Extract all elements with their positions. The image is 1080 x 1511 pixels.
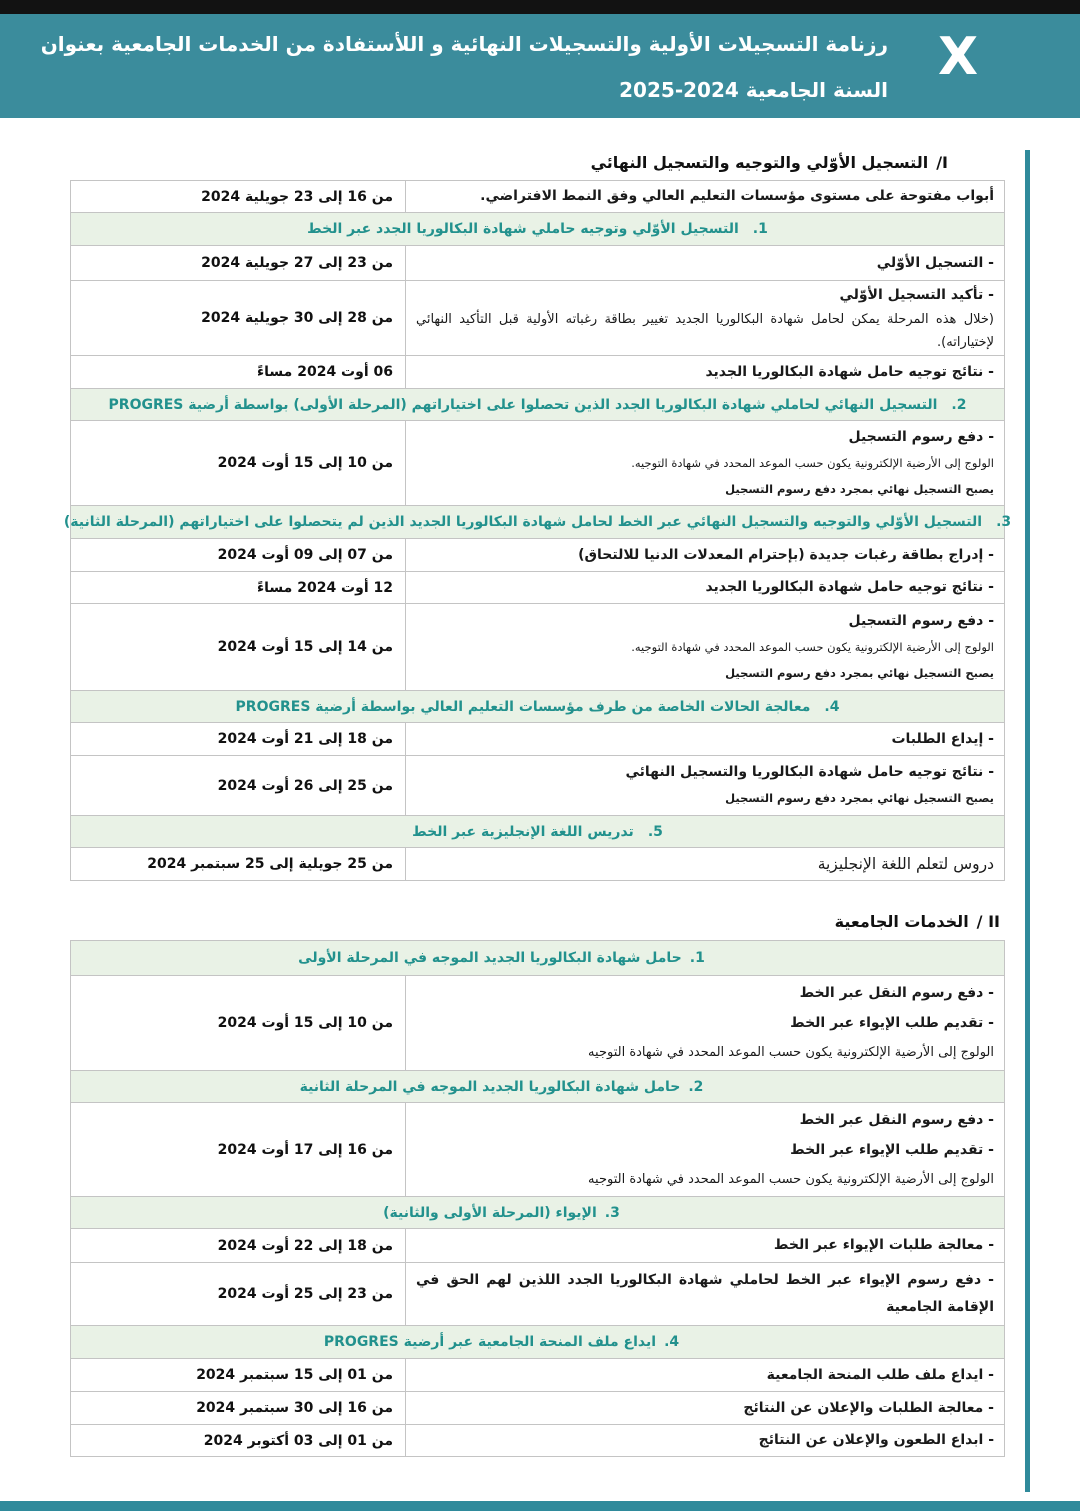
activity-cell	[405, 1425, 1004, 1456]
activity-text: - نتائج توجيه حامل شهادة البكالوريا الجديد	[705, 579, 994, 595]
date-cell: من 10 إلى 15 أوت 2024	[217, 1015, 393, 1031]
table-row	[71, 1263, 1004, 1326]
date-cell: من 23 إلى 27 جويلية 2024	[201, 255, 393, 271]
close-x-icon: X	[937, 27, 979, 87]
activity-text: - دفع رسوم الإيواء عبر الخط لحاملي شهادة البكالوريا الجدد اللذين لهم الحق في الإقامة الجامعية	[416, 1272, 994, 1315]
date-cell: من 16 إلى 23 جويلية 2024	[201, 188, 393, 205]
activity-text: - دفع رسوم التسجيل	[848, 612, 994, 629]
section-title: الخدمات الجامعية	[834, 912, 969, 931]
activity-text: أبواب مفتوحة على مستوى مؤسسات التعليم العالي وفق النمط الافتراضي.	[480, 188, 994, 204]
activity-text: - ايداع ملف طلب المنحة الجامعية	[766, 1366, 994, 1383]
group-number: 3.	[996, 514, 1012, 530]
activity-text: - إيداع الطلبات	[891, 730, 994, 747]
table-row	[71, 756, 1004, 816]
table-row	[71, 181, 1004, 213]
group-number: 4.	[824, 698, 840, 715]
date-cell: من 18 إلى 21 أوت 2024	[217, 731, 393, 747]
group-title: الإيواء (المرحلة الأولى والثانية)	[383, 1204, 597, 1221]
date-cell: من 25 جويلية إلى 25 سبتمبر 2024	[147, 856, 393, 872]
activity-cell	[405, 421, 1004, 505]
date-cell: من 14 إلى 15 أوت 2024	[217, 639, 393, 655]
activity-note: الولوج إلى الأرضية الإلكترونية يكون حسب الموعد المحدد في شهادة التوجيه	[588, 1045, 994, 1060]
group-number: 5.	[647, 823, 663, 840]
group-header-row	[63, 506, 1012, 539]
activity-cell	[405, 539, 1004, 571]
date-cell: من 25 إلى 26 أوت 2024	[217, 777, 393, 794]
date-cell: من 07 إلى 09 أوت 2024	[217, 547, 393, 563]
viewer-header	[0, 14, 1080, 118]
activity-cell	[405, 1392, 1004, 1424]
date-cell: من 16 إلى 30 سبتمبر 2024	[196, 1400, 393, 1416]
table-row	[71, 1229, 1004, 1263]
activity-text: دروس لتعلم اللغة الإنجليزية	[817, 855, 994, 873]
close-button[interactable]	[930, 26, 986, 88]
activity-cell	[405, 1229, 1004, 1262]
page-bottom-rule	[0, 1501, 1080, 1511]
date-cell: 12 أوت 2024 مساءً	[257, 579, 393, 596]
date-cell: من 01 إلى 03 أكتوبر 2024	[203, 1432, 393, 1449]
date-cell: من 01 إلى 15 سبتمبر 2024	[196, 1367, 393, 1383]
activity-note: يصبح التسجيل نهائي بمجرد دفع رسوم التسجيل	[725, 481, 994, 496]
group-header-row	[71, 1071, 1004, 1103]
table-row	[71, 421, 1004, 506]
activity-note: (خلال هذه المرحلة يمكن لحامل شهادة البكالوريا الجديد تغيير بطاقة رغباته الأولية قبل التأكيد النهائي لإختياراته).	[416, 311, 994, 350]
section-title: التسجيل الأوّلي والتوجيه والتسجيل النهائي	[590, 153, 929, 172]
page-side-rule	[1025, 150, 1030, 1492]
activity-note: يصبح التسجيل نهائي بمجرد دفع رسوم التسجيل	[725, 791, 994, 805]
activity-cell	[405, 281, 1004, 355]
section-heading-university-services	[835, 909, 1000, 935]
registration-schedule-table	[63, 180, 1012, 881]
table-row	[71, 539, 1004, 572]
group-number: 4.	[664, 1334, 680, 1350]
activity-text: - تقديم طلب الإيواء عبر الخط	[790, 1141, 994, 1158]
activity-text: - إدراج بطاقة رغبات جديدة (بإحترام المعدلات الدنيا للالتحاق)	[578, 546, 994, 563]
group-number: 1.	[689, 950, 705, 966]
activity-note: يصبح التسجيل نهائي بمجرد دفع رسوم التسجيل	[725, 665, 994, 680]
date-cell: من 28 إلى 30 جويلية 2024	[201, 310, 393, 326]
table-row	[71, 281, 1004, 356]
group-header-row	[71, 941, 1004, 976]
group-title: معالجة الحالات الخاصة من طرف مؤسسات التعليم العالي بواسطة أرضية PROGRES	[235, 698, 811, 715]
activity-cell	[405, 848, 1004, 880]
activity-text: - نتائج توجيه حامل شهادة البكالوريا الجديد	[705, 363, 994, 380]
status-bar	[0, 0, 1080, 14]
activity-cell	[405, 604, 1004, 690]
activity-cell	[405, 756, 1004, 815]
activity-cell	[405, 356, 1004, 388]
activity-cell	[405, 181, 1004, 212]
table-row	[71, 246, 1004, 281]
activity-cell	[405, 1103, 1004, 1196]
table-row	[71, 572, 1004, 604]
table-row	[71, 1103, 1004, 1197]
activity-text: - معالجة الطلبات والإعلان عن النتائج	[743, 1399, 994, 1416]
group-title: التسجيل الأوّلي والتوجيه والتسجيل النهائي عبر الخط لحامل شهادة البكالوريا الجديد الذين لم يتحصلوا على اختياراتهم (المرحلة الثانية)	[63, 514, 983, 530]
table-row	[71, 1392, 1004, 1425]
table-row	[71, 356, 1004, 389]
table-row	[71, 723, 1004, 756]
table-row	[71, 848, 1004, 881]
activity-text: - تأكيد التسجيل الأوّلي	[839, 286, 994, 303]
document-title-line-1: رزنامة التسجيلات الأولية والتسجيلات النهائية و اللأستفادة من الخدمات الجامعية بعنوان	[40, 32, 888, 56]
table-row	[71, 1425, 1004, 1457]
activity-text: - نتائج توجيه حامل شهادة البكالوريا والتسجيل النهائي	[625, 764, 994, 780]
activity-text: - التسجيل الأوّلي	[876, 254, 994, 271]
section-number: II /	[976, 912, 1000, 931]
activity-note: الولوج إلى الأرضية الإلكترونية يكون حسب الموعد المحدد في شهادة التوجيه	[588, 1171, 994, 1187]
activity-cell	[405, 246, 1004, 280]
group-title: حامل شهادة البكالوريا الجديد الموجه في المرحلة الثانية	[299, 1078, 681, 1095]
activity-cell	[405, 1263, 1004, 1325]
activity-cell	[405, 723, 1004, 755]
activity-cell	[405, 572, 1004, 603]
group-header-row	[71, 1197, 1004, 1229]
section-number: I/	[936, 153, 948, 172]
table-row	[71, 1359, 1004, 1392]
group-header-row	[71, 691, 1004, 723]
section-heading-registration	[591, 150, 948, 176]
table-row	[71, 976, 1004, 1071]
activity-text: - دفع رسوم النقل عبر الخط	[799, 985, 994, 1001]
date-cell: من 18 إلى 22 أوت 2024	[217, 1237, 393, 1254]
date-cell: 06 أوت 2024 مساءً	[257, 364, 393, 380]
activity-text: - تقديم طلب الإيواء عبر الخط	[790, 1015, 994, 1031]
group-title: تدريس اللغة الإنجليزية عبر الخط	[412, 823, 634, 840]
document-title-line-2: السنة الجامعية 2024-2025	[619, 78, 888, 102]
date-cell: من 10 إلى 15 أوت 2024	[217, 455, 393, 471]
activity-cell	[405, 976, 1004, 1070]
activity-text: - ابداع الطعون والإعلان عن النتائج	[758, 1432, 994, 1448]
group-number: 1.	[752, 221, 768, 237]
group-number: 2.	[951, 396, 967, 413]
table-row	[71, 604, 1004, 691]
activity-note: الولوج إلى الأرضية الإلكترونية يكون حسب الموعد المحدد في شهادة التوجيه.	[631, 639, 994, 654]
activity-text: - دفع رسوم النقل عبر الخط	[799, 1111, 994, 1128]
group-number: 3.	[604, 1204, 620, 1221]
group-title: ايداع ملف المنحة الجامعية عبر أرضية PROGRES	[323, 1334, 657, 1350]
activity-text: - دفع رسوم التسجيل	[848, 428, 994, 445]
activity-text: - معالجة طلبات الإيواء عبر الخط	[773, 1237, 994, 1253]
group-title: التسجيل الأوّلي وتوجيه حاملي شهادة البكالوريا الجدد عبر الخط	[307, 221, 739, 237]
group-title: التسجيل النهائي لحاملي شهادة البكالوريا الجدد الذين تحصلوا على اختياراتهم (المرحلة الأولى) بواسطة أرضية PROGRES	[108, 396, 938, 413]
date-cell: من 16 إلى 17 أوت 2024	[217, 1141, 393, 1158]
group-title: حامل شهادة البكالوريا الجديد الموجه في المرحلة الأولى	[298, 950, 682, 966]
group-header-row	[71, 389, 1004, 421]
activity-cell	[405, 1359, 1004, 1391]
group-number: 2.	[688, 1078, 704, 1095]
activity-note: الولوج إلى الأرضية الإلكترونية يكون حسب الموعد المحدد في شهادة التوجيه.	[631, 455, 994, 470]
date-cell: من 23 إلى 25 أوت 2024	[217, 1286, 393, 1302]
university-services-table	[70, 940, 1005, 1457]
group-header-row	[71, 816, 1004, 848]
group-header-row	[71, 213, 1004, 246]
group-header-row	[71, 1326, 1004, 1359]
